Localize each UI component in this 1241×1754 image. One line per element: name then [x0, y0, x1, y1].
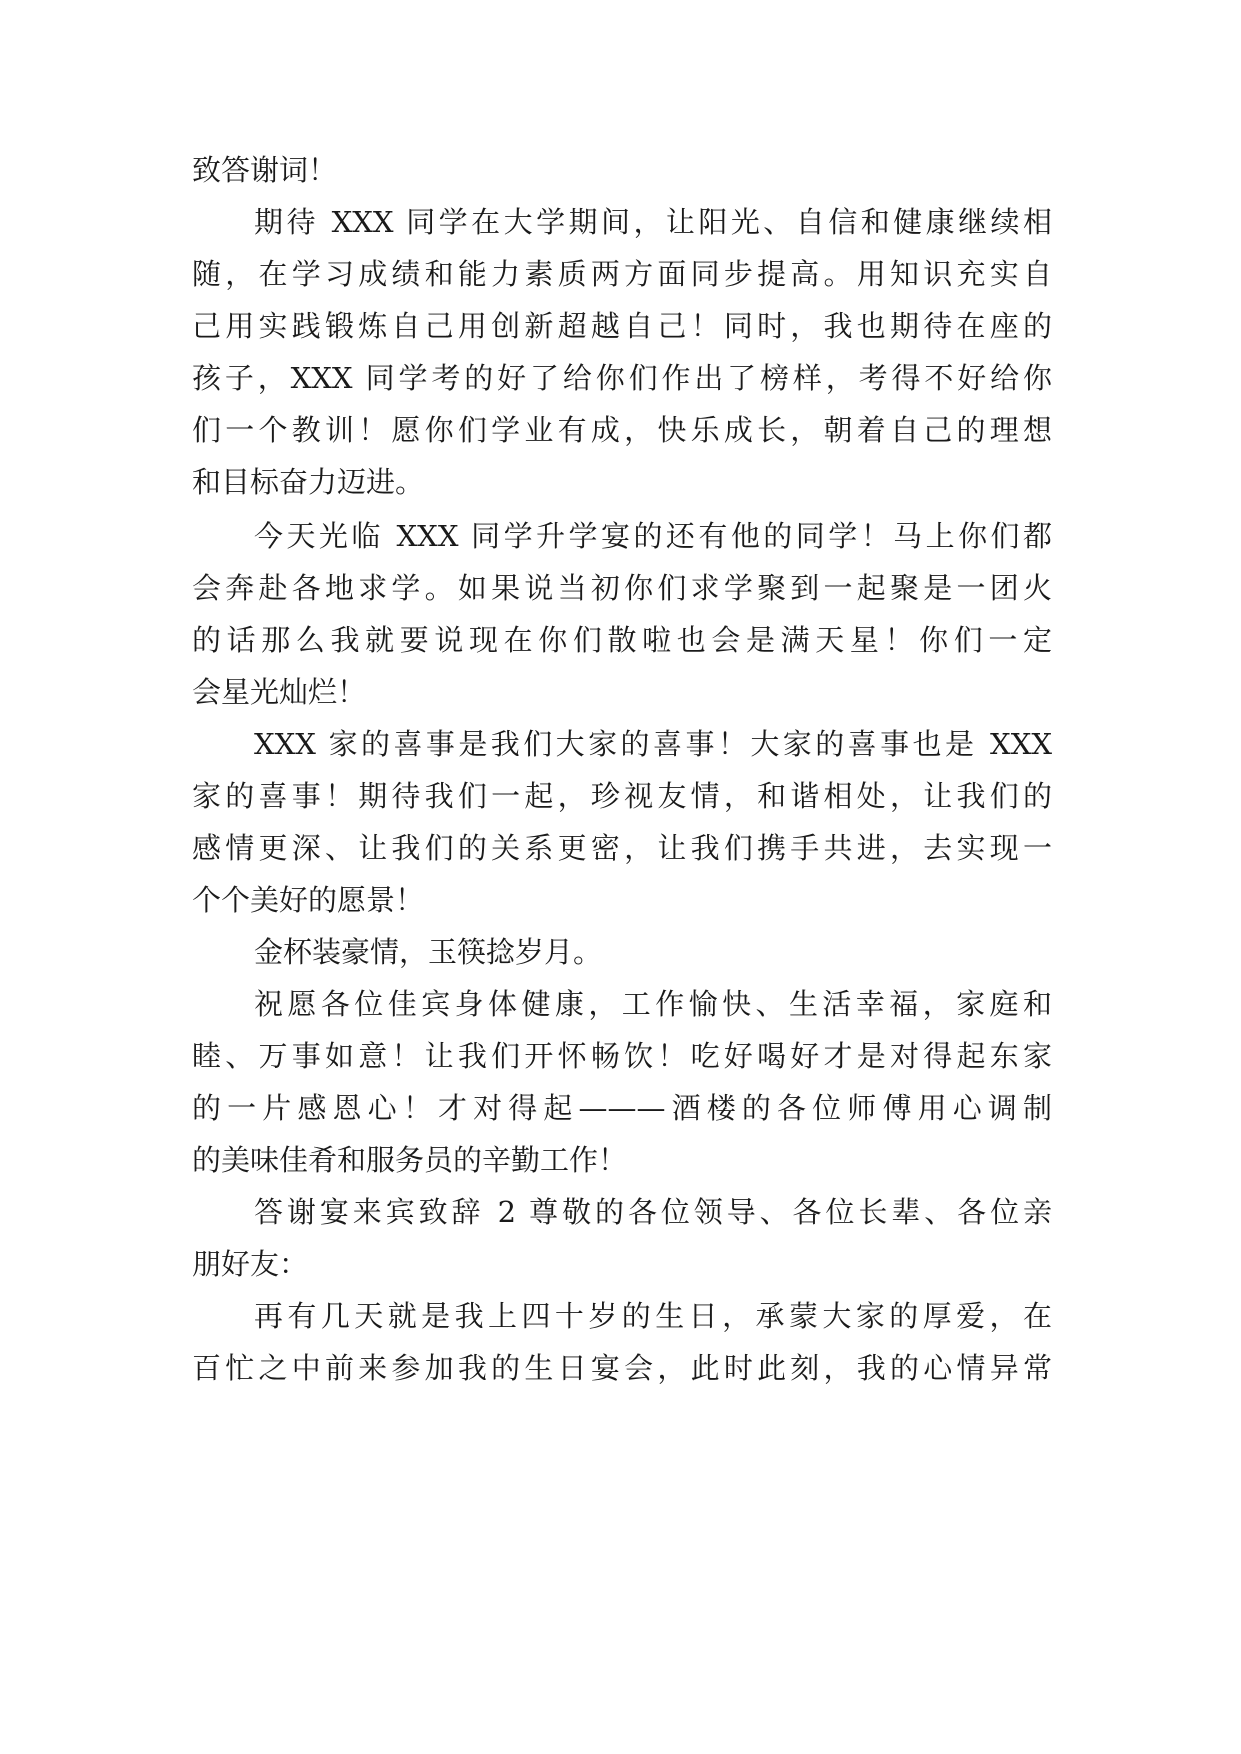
text-line: 会奔赴各地求学。如果说当初你们求学聚到一起聚是一团火 — [192, 571, 1052, 605]
text-line: 金杯装豪情，玉筷捻岁月。 — [254, 935, 603, 969]
text-line: 的一片感恩心！才对得起———酒楼的各位师傅用心调制 — [192, 1091, 1052, 1125]
text-line: 致答谢词！ — [192, 153, 338, 187]
text-line: 期待 XXX 同学在大学期间，让阳光、自信和健康继续相 — [254, 205, 1052, 239]
text-line: 随，在学习成绩和能力素质两方面同步提高。用知识充实自 — [192, 257, 1052, 291]
text-line: 百忙之中前来参加我的生日宴会，此时此刻，我的心情异常 — [192, 1351, 1052, 1385]
text-line: 朋好友： — [192, 1247, 309, 1281]
text-line: 个个美好的愿景！ — [192, 883, 425, 917]
text-line: 孩子，XXX 同学考的好了给你们作出了榜样，考得不好给你 — [192, 361, 1052, 395]
text-line: 祝愿各位佳宾身体健康，工作愉快、生活幸福，家庭和 — [254, 987, 1052, 1021]
text-line: 和目标奋力迈进。 — [192, 465, 425, 499]
text-line: 感情更深、让我们的关系更密，让我们携手共进，去实现一 — [192, 831, 1052, 865]
text-line: 的美味佳肴和服务员的辛勤工作！ — [192, 1143, 628, 1177]
text-line: 睦、万事如意！让我们开怀畅饮！吃好喝好才是对得起东家 — [192, 1039, 1052, 1073]
text-line: XXX 家的喜事是我们大家的喜事！大家的喜事也是 XXX — [254, 727, 1052, 761]
text-line: 己用实践锻炼自己用创新超越自己！同时，我也期待在座的 — [192, 309, 1052, 343]
text-line: 再有几天就是我上四十岁的生日，承蒙大家的厚爱，在 — [254, 1299, 1052, 1333]
text-line: 的话那么我就要说现在你们散啦也会是满天星！你们一定 — [192, 623, 1052, 657]
text-line: 会星光灿烂！ — [192, 675, 367, 709]
text-line: 们一个教训！愿你们学业有成，快乐成长，朝着自己的理想 — [192, 413, 1052, 447]
text-line: 今天光临 XXX 同学升学宴的还有他的同学！马上你们都 — [254, 519, 1052, 553]
text-line: 答谢宴来宾致辞 2 尊敬的各位领导、各位长辈、各位亲 — [254, 1195, 1052, 1229]
text-line: 家的喜事！期待我们一起，珍视友情，和谐相处，让我们的 — [192, 779, 1052, 813]
